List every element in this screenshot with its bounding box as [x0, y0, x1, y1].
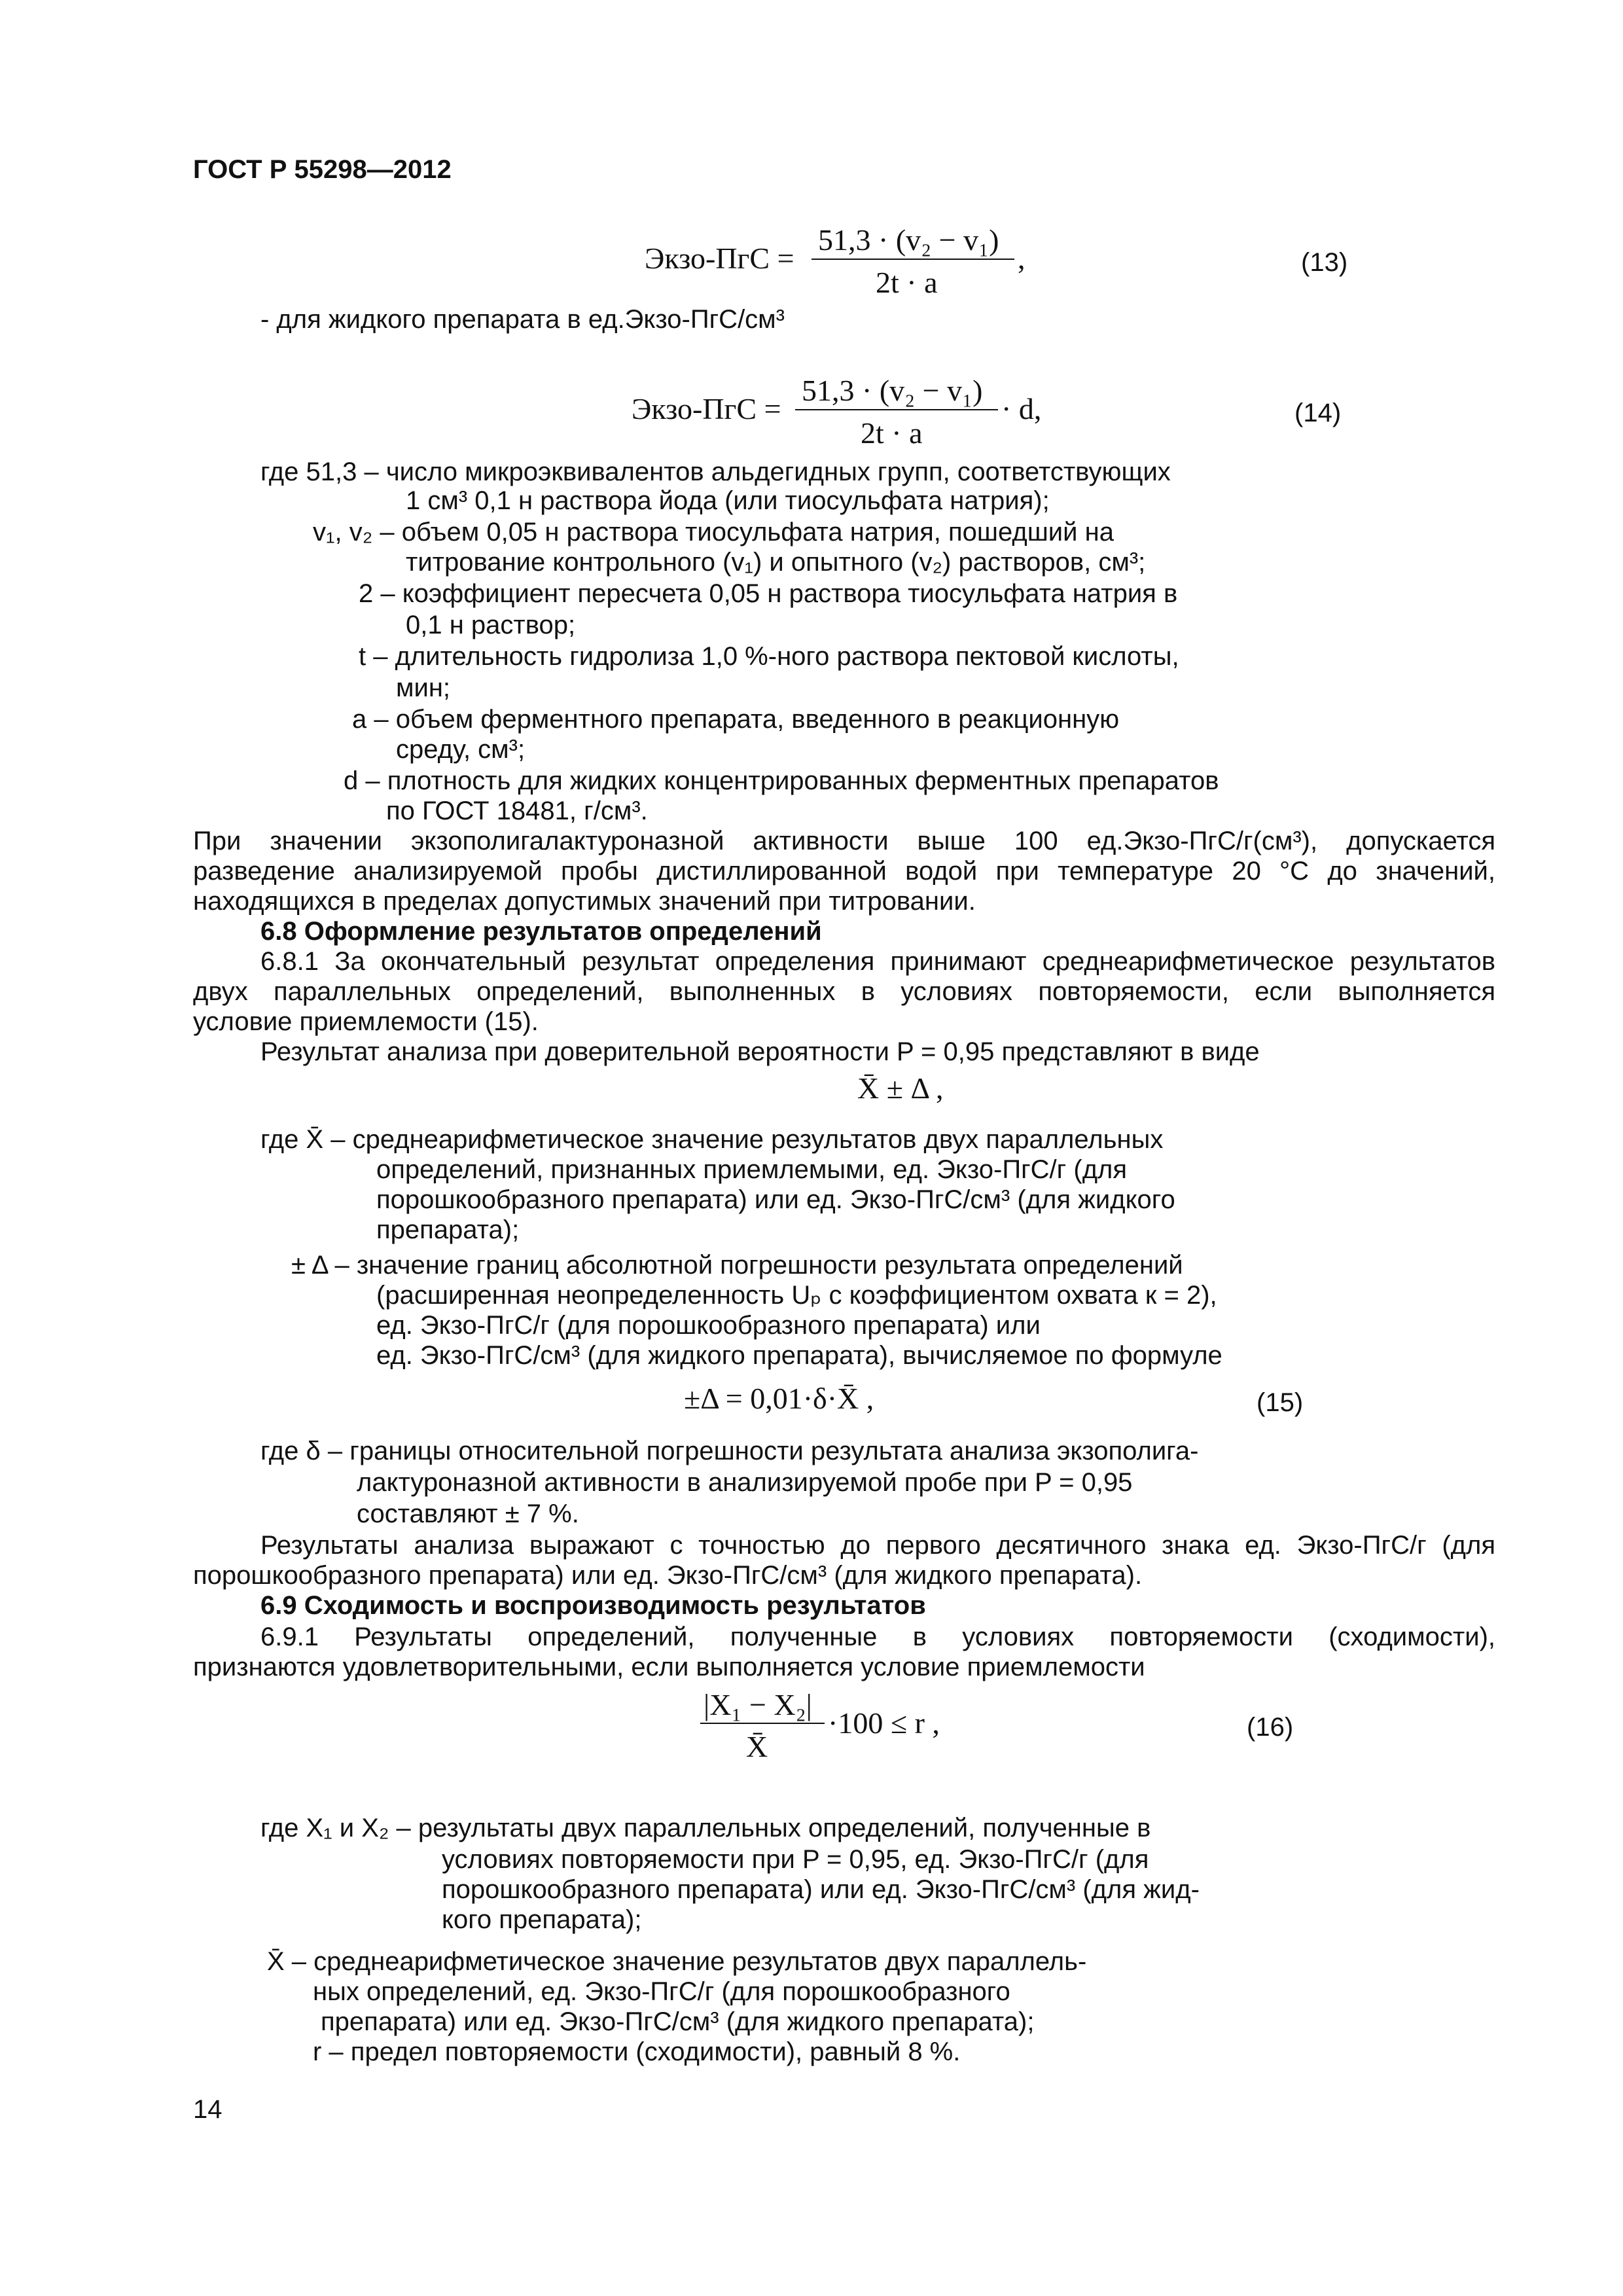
where-line: порошкообразного препарата) или ед. Экзо-ПгС/см³ (для жид- [442, 1875, 1200, 1904]
section-title: 6.8 Оформление результатов определений [260, 917, 822, 946]
f14-intro: - для жидкого препарата в ед.Экзо-ПгС/см³ [260, 305, 785, 334]
where-line: (расширенная неопределенность Uₚ с коэффициентом охвата к = 2), [376, 1281, 1217, 1310]
f16-denominator: X̄ [746, 1730, 768, 1763]
f16-numerator: |X₁ − X₂| [704, 1688, 812, 1721]
paragraph-line: разведение анализируемой пробы дистиллированной водой при температуре 20 °С до значений, [193, 857, 1495, 886]
where-line: 2 – коэффициент пересчета 0,05 н раствора тиосульфата натрия в [359, 579, 1178, 608]
paragraph-line: 6.8.1 За окончательный результат определения принимают среднеарифметическое результатов [260, 947, 1495, 976]
section-title: 6.9 Сходимость и воспроизводимость результатов [260, 1591, 926, 1620]
standard-header: ГОСТ Р 55298—2012 [193, 155, 452, 184]
f16-number: (16) [1247, 1713, 1294, 1742]
where-line: лактуроназной активности в анализируемой пробе при P = 0,95 [357, 1468, 1133, 1497]
paragraph-line: 6.9.1 Результаты определений, полученные в условиях повторяемости (сходимости), [260, 1623, 1495, 1651]
x-plus-minus-delta: X̄ ± Δ , [857, 1071, 944, 1105]
where-line: где X̄ – среднеарифметическое значение результатов двух параллельных [260, 1125, 1164, 1154]
paragraph-line: порошкообразного препарата) или ед. Экзо-ПгС/см³ (для жидкого препарата). [193, 1561, 1143, 1590]
where-line: r – предел повторяемости (сходимости), равный 8 %. [313, 2037, 961, 2066]
f15-expr: ±Δ = 0,01·δ·X̄ , [684, 1382, 874, 1415]
where-line: препарата) или ед. Экзо-ПгС/см³ (для жидкого препарата); [321, 2007, 1035, 2036]
where-line: ± Δ – значение границ абсолютной погрешности результата определений [291, 1251, 1183, 1280]
where-line: X̄ – среднеарифметическое значение результатов двух параллель- [267, 1947, 1087, 1976]
paragraph-line: Результат анализа при доверительной вероятности P = 0,95 представляют в виде [260, 1037, 1260, 1066]
f15-number: (15) [1257, 1388, 1304, 1417]
where-line: 0,1 н раствор; [406, 611, 576, 639]
f14-tail: · d, [1001, 392, 1042, 425]
paragraph-line: Результаты анализа выражают с точностью до первого десятичного знака ед. Экзо-ПгС/г (для [260, 1531, 1495, 1560]
where-line: а – объем ферментного препарата, введенного в реакционную [352, 705, 1120, 734]
f13-fraction-bar [812, 259, 1014, 260]
f16-tail: ·100 ≤ r , [828, 1706, 940, 1740]
f14-lhs: Экзо-ПгС = [632, 392, 781, 425]
where-line: условиях повторяемости при P = 0,95, ед. Экзо-ПгС/г (для [442, 1845, 1149, 1874]
paragraph-line: признаются удовлетворительными, если выполняется условие приемлемости [193, 1653, 1145, 1681]
f13-numerator: 51,3 · (v₂ − v₁) [818, 223, 999, 257]
f13-number: (13) [1301, 248, 1348, 277]
where-line: определений, признанных приемлемыми, ед. Экзо-ПгС/г (для [376, 1155, 1128, 1184]
where-line: где δ – границы относительной погрешности результата анализа экзополига- [260, 1437, 1199, 1465]
where-line: ед. Экзо-ПгС/г (для порошкообразного препарата) или [376, 1311, 1041, 1340]
where-line: по ГОСТ 18481, г/см³. [386, 797, 648, 825]
where-line: где 51,3 – число микроэквивалентов альдегидных групп, соответствующих [260, 457, 1171, 486]
f14-number: (14) [1294, 399, 1342, 427]
where-line: среду, см³; [396, 735, 526, 764]
page-number: 14 [193, 2095, 223, 2124]
where-line: ных определений, ед. Экзо-ПгС/г (для порошкообразного [313, 1977, 1010, 2006]
paragraph-line: При значении экзополигалактуроназной активности выше 100 ед.Экзо-ПгС/г(см³), допускается [193, 827, 1495, 855]
where-line: t – длительность гидролиза 1,0 %-ного раствора пектовой кислоты, [359, 642, 1179, 671]
paragraph-line: двух параллельных определений, выполненных в условиях повторяемости, если выполняется [193, 977, 1495, 1006]
where-line: ед. Экзо-ПгС/см³ (для жидкого препарата), вычисляемое по формуле [376, 1341, 1222, 1370]
paragraph-line: условие приемлемости (15). [193, 1007, 539, 1036]
f14-denominator: 2t · a [861, 416, 923, 450]
where-line: мин; [396, 673, 451, 702]
where-line: 1 см³ 0,1 н раствора йода (или тиосульфата натрия); [406, 486, 1050, 515]
f13-lhs: Экзо-ПгС = [645, 242, 794, 275]
paragraph-line: находящихся в пределах допустимых значений при титровании. [193, 887, 976, 916]
where-line: порошкообразного препарата) или ед. Экзо-ПгС/см³ (для жидкого [376, 1185, 1175, 1214]
where-line: где X₁ и X₂ – результаты двух параллельных определений, полученные в [260, 1814, 1151, 1842]
f16-fraction-bar [700, 1723, 825, 1724]
f13-tail: , [1018, 242, 1026, 275]
where-line: составляют ± 7 %. [357, 1499, 579, 1528]
f13-denominator: 2t · a [876, 266, 938, 299]
f14-fraction-bar [795, 409, 998, 410]
where-line: титрование контрольного (v₁) и опытного (v₂) растворов, см³; [406, 548, 1146, 577]
where-line: кого препарата); [442, 1905, 642, 1934]
where-line: препарата); [376, 1215, 520, 1244]
where-line: d – плотность для жидких концентрированных ферментных препаратов [344, 766, 1219, 795]
f14-numerator: 51,3 · (v₂ − v₁) [802, 374, 983, 407]
where-line: v₁, v₂ – объем 0,05 н раствора тиосульфата натрия, пошедший на [313, 518, 1114, 547]
